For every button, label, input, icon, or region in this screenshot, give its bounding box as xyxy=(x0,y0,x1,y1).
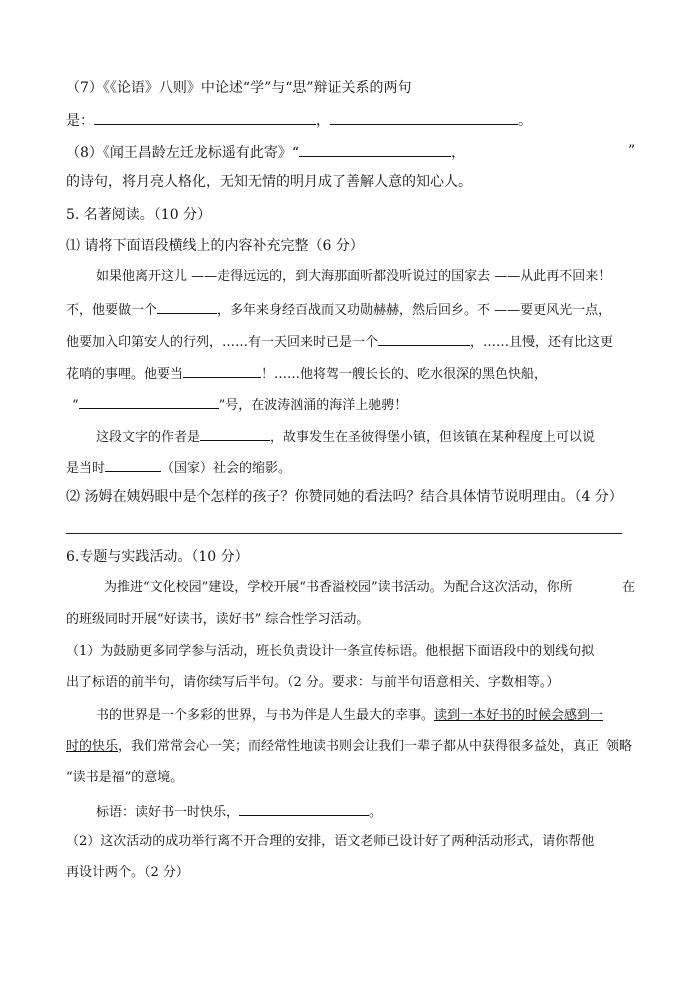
q5-sub1: ⑴ 请将下面语段横线上的内容补充完整（6 分） xyxy=(66,238,364,254)
q5-passage-line-3: 他要加入印第安人的行列，……有一天回来时已是一个 ，……且慢，还有比这更 xyxy=(66,330,613,353)
q5-author-line: 这段文字的作者是 ，故事发生在圣彼得堡小镇，但该镇在某种程度上可以说 xyxy=(96,425,595,448)
q5-passage-line-5: “ ”号，在波涛汹涌的海洋上驰骋！ xyxy=(72,393,407,416)
q6-sub1-line-2: 出了标语的前半句，请你续写后半句。（2 分。要求：与前半句语意相关、字数相等。） xyxy=(66,675,560,690)
q5-blank-3[interactable] xyxy=(183,362,261,378)
q7-prompt: （7）《《论语》八则》中论述“学”与“思”辩证关系的两句 xyxy=(66,80,412,96)
q5-blank-country[interactable] xyxy=(105,456,161,472)
underlined-sentence-part-1: 读到一本好书的时候会感到一 xyxy=(434,708,604,723)
q6-intro-line-1-tail: 在 xyxy=(622,580,636,595)
q5-country-line: 是当时 （国家）社会的缩影。 xyxy=(66,456,291,479)
q8-blank-1[interactable] xyxy=(299,141,451,157)
q6-passage-line-2-tail: 领略 xyxy=(606,739,633,754)
q5-passage-line-4: 花哨的事哩。他要当 ！……他将驾一艘长长的、吃水很深的黑色快船， xyxy=(66,362,547,385)
q5-sub2: ⑵ 汤姆在姨妈眼中是个怎样的孩子？你赞同她的看法吗？结合具体情节说明理由。（4 分） xyxy=(66,489,623,505)
q6-sub2-line-2: 再设计两个。（2 分） xyxy=(66,865,189,880)
q7-answer-line: 是： ， 。 xyxy=(66,109,532,131)
q5-title: 5. 名著阅读。（10 分） xyxy=(66,207,212,223)
q6-intro-line-1: 为推进“文化校园”建设，学校开展“书香溢校园”读书活动。为配合这次活动，你所 xyxy=(104,580,573,595)
q6-passage-line-1: 书的世界是一个多彩的世界，与书为伴是人生最大的幸事。读到一本好书的时候会感到一 xyxy=(96,708,604,723)
q5-blank-2[interactable] xyxy=(378,330,470,346)
q5-passage-line-1: 如果他离开这儿 ——走得远远的，到大海那面听都没听说过的国家去 ——从此再不回来！ xyxy=(96,269,612,284)
q5-answer-rule[interactable] xyxy=(66,533,622,534)
q5-blank-author[interactable] xyxy=(200,425,270,441)
q6-passage-line-3: “读书是福”的意境。 xyxy=(66,770,184,785)
q8-line2: 的诗句，将月亮人格化，无知无情的明月成了善解人意的知心人。 xyxy=(66,174,472,190)
q6-slogan-blank[interactable] xyxy=(239,800,369,816)
q7-blank-2[interactable] xyxy=(330,109,518,125)
q7-blank-1[interactable] xyxy=(94,109,316,125)
q8-close-quote: ” xyxy=(628,143,636,159)
q6-sub2-line-1: （2）这次活动的成功举行离不开合理的安排，语文老师已设计好了两种活动形式，请你帮他 xyxy=(66,834,595,849)
q6-intro-line-2: 的班级同时开展“好读书，读好书” 综合性学习活动。 xyxy=(66,612,370,627)
q5-blank-4[interactable] xyxy=(79,393,219,409)
q5-passage-line-2: 不，他要做一个 ，多年来身经百战而又功勋赫赫，然后回乡。不 ——要更风光一点， xyxy=(66,298,611,321)
q6-title: 6.专题与实践活动。（10 分） xyxy=(66,549,249,565)
q8-prompt: （8）《闻王昌龄左迁龙标遥有此寄》“ ， xyxy=(66,141,465,163)
q6-sub1-line-1: （1）为鼓励更多同学参与活动，班长负责设计一条宣传标语。他根据下面语段中的划线句拟 xyxy=(66,644,595,659)
q6-slogan-line: 标语：读好书一时快乐， 。 xyxy=(96,800,382,823)
q5-blank-1[interactable] xyxy=(157,298,217,314)
q6-passage-line-2: 时的快乐，我们常常会心一笑；而经常性地读书则会让我们一辈子都从中获得很多益处，真正 xyxy=(66,739,600,754)
underlined-sentence-part-2: 时的快乐 xyxy=(66,739,119,754)
